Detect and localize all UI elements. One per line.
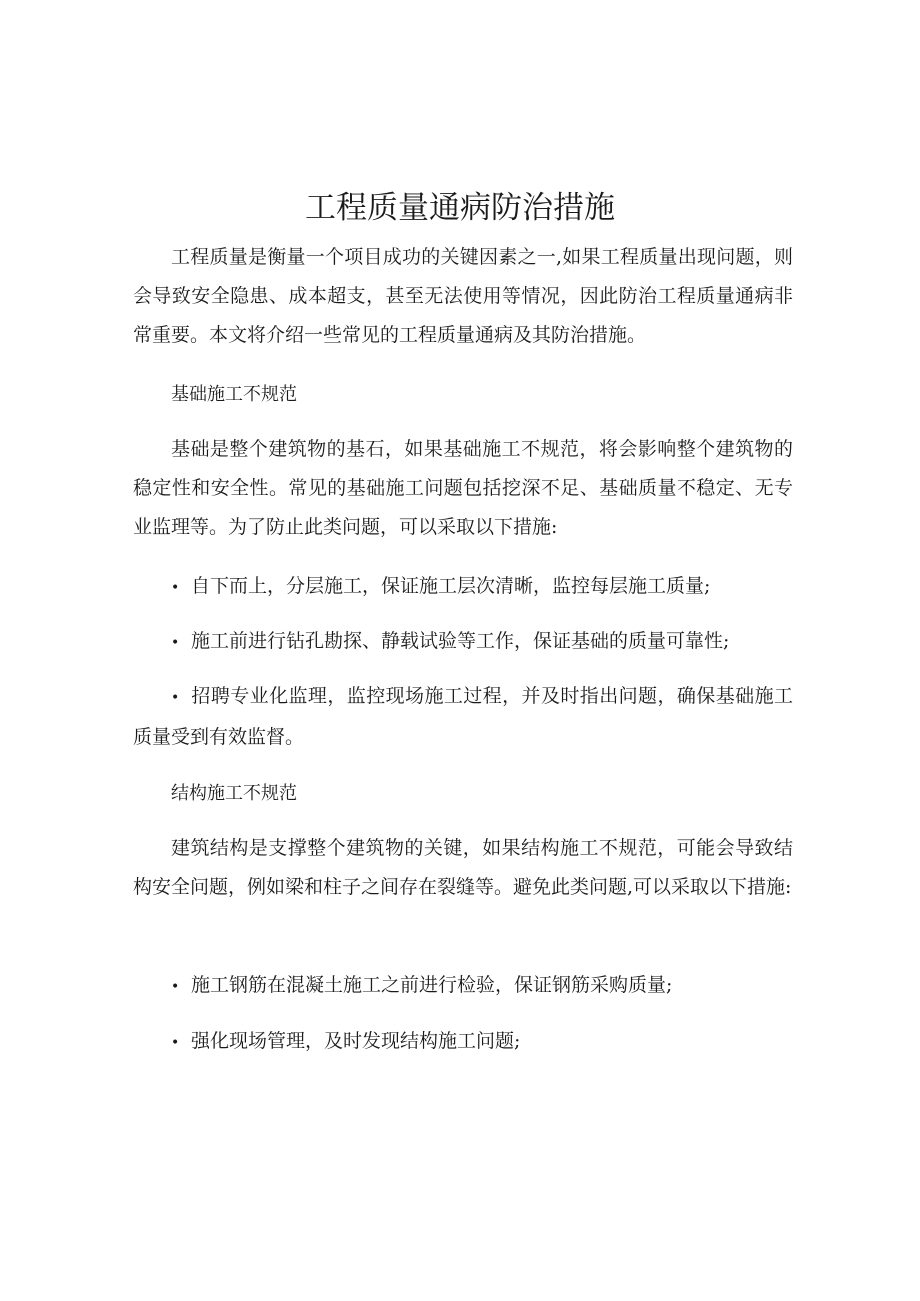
section-heading-structure: 结构施工不规范 [171, 783, 297, 804]
bullet-icon: • [171, 690, 180, 706]
bullet-text: 施工前进行钻孔勘探、静载试验等工作，保证基础的质量可靠性; [191, 630, 730, 652]
bullet-text: 施工钢筋在混凝土施工之前进行检验，保证钢筋采购质量; [191, 974, 673, 996]
bullet-item [133, 622, 793, 663]
section-heading-foundation: 基础施工不规范 [171, 384, 297, 405]
document-title: 工程质量通病防治措施 [305, 190, 615, 226]
bullet-item [133, 966, 793, 1007]
bullet-item [133, 1022, 793, 1063]
bullet-icon: • [171, 1035, 180, 1051]
bullet-icon: • [171, 979, 180, 995]
bullet-text: 强化现场管理，及时发现结构施工问题; [191, 1030, 521, 1052]
section-body-structure: 建筑结构是支撑整个建筑物的关键，如果结构施工不规范，可能会导致结构安全问题，例如梁和柱子之间存在裂缝等。避免此类问题,可以采取以下措施: [133, 837, 793, 898]
intro-paragraph: 工程质量是衡量一个项目成功的关键因素之一,如果工程质量出现问题，则会导致安全隐患、成本超支，甚至无法使用等情况，因此防治工程质量通病非常重要。本文将介绍一些常见的工程质量通病及其防治措施。 [133, 246, 793, 346]
bullet-text: 自下而上，分层施工，保证施工层次清晰，监控每层施工质量; [191, 575, 711, 597]
section-body-foundation: 基础是整个建筑物的基石，如果基础施工不规范，将会影响整个建筑物的稳定性和安全性。常见的基础施工问题包括挖深不足、基础质量不稳定、无专业监理等。为了防止此类问题，可以采取以下措施: [133, 438, 793, 538]
bullet-icon: • [171, 580, 180, 596]
bullet-item [133, 567, 793, 608]
bullet-text: 招聘专业化监理，监控现场施工过程，并及时指出问题，确保基础施工质量受到有效监督。 [133, 685, 793, 748]
bullet-icon: • [171, 635, 180, 651]
bullet-item [133, 677, 793, 757]
